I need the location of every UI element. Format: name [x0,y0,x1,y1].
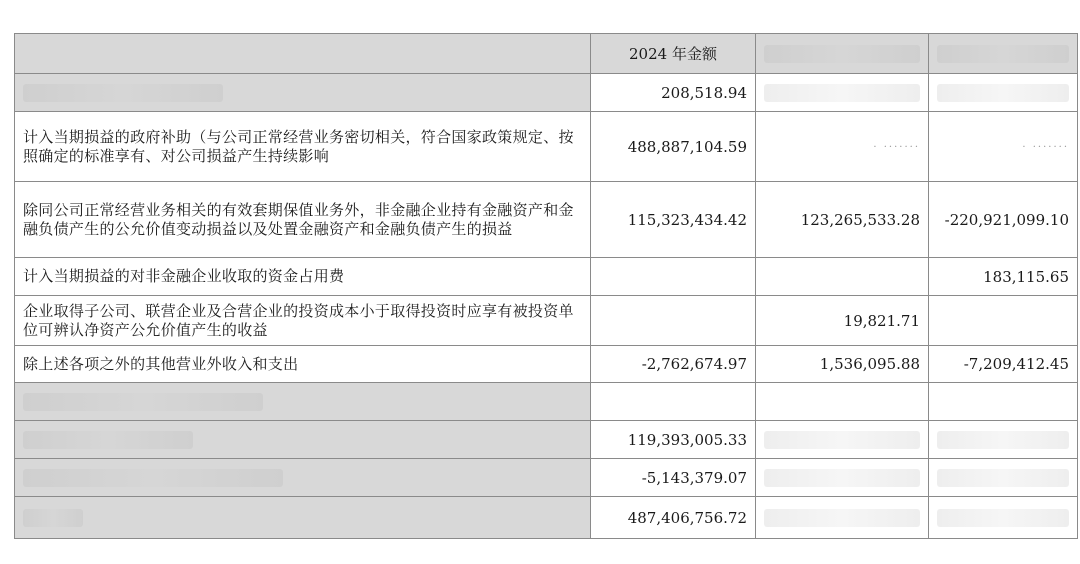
table-row [15,421,1078,459]
scrambled-value: · ······· [873,142,920,153]
row-value-2022 [929,112,1078,182]
non-recurring-gains-table [14,33,1078,539]
table-row [15,112,1078,182]
row-item-label: 计入当期损益的对非金融企业收取的资金占用费 [15,258,591,296]
row-value-2022 [929,296,1078,346]
row-value-2024: 115,323,434.42 [591,182,756,258]
row-value-2022 [929,421,1078,459]
row-value-2023: 1,536,095.88 [756,346,929,383]
row-item-label: 计入当期损益的政府补助（与公司正常经营业务密切相关，符合国家政策规定、按照确定的标准享有、对公司损益产生持续影响 [15,112,591,182]
table-row [15,459,1078,497]
row-value-2023 [756,258,929,296]
redacted-text [764,431,920,449]
row-value-2022 [929,383,1078,421]
header-2023-amount-redacted [756,34,929,74]
table-header-row [15,34,1078,74]
table-row [15,346,1078,383]
redacted-text [937,84,1069,102]
row-item-redacted [15,421,591,459]
row-value-2024 [591,383,756,421]
row-item-label: 企业取得子公司、联营企业及合营企业的投资成本小于取得投资时应享有被投资单位可辨认净资产公允价值产生的收益 [15,296,591,346]
table-row [15,74,1078,112]
header-item-cell [15,34,591,74]
redacted-text [23,509,83,527]
row-value-2022 [929,459,1078,497]
row-value-2024 [591,258,756,296]
row-value-2024: 119,393,005.33 [591,421,756,459]
redacted-text [764,45,920,63]
row-value-2024: -5,143,379.07 [591,459,756,497]
table-row [15,182,1078,258]
header-2022-amount-redacted [929,34,1078,74]
row-value-2024: 208,518.94 [591,74,756,112]
row-value-2022: 183,115.65 [929,258,1078,296]
redacted-text [937,45,1069,63]
scrambled-value: · ······· [1022,142,1069,153]
table-row [15,497,1078,539]
row-value-2023: 123,265,533.28 [756,182,929,258]
row-value-2023 [756,497,929,539]
row-value-2022 [929,497,1078,539]
header-2024-amount: 2024 年金额 [591,34,756,74]
row-value-2023 [756,74,929,112]
row-item-label: 除同公司正常经营业务相关的有效套期保值业务外，非金融企业持有金融资产和金融负债产生的公允价值变动损益以及处置金融资产和金融负债产生的损益 [15,182,591,258]
row-value-2024: 487,406,756.72 [591,497,756,539]
row-value-2023 [756,383,929,421]
row-item-label: 除上述各项之外的其他营业外收入和支出 [15,346,591,383]
table-row [15,383,1078,421]
redacted-text [764,509,920,527]
row-value-2023 [756,421,929,459]
row-item-redacted [15,459,591,497]
financial-table-container [14,33,1078,539]
redacted-text [764,84,920,102]
redacted-text [23,469,283,487]
redacted-text [937,469,1069,487]
redacted-text [937,431,1069,449]
row-value-2024: -2,762,674.97 [591,346,756,383]
row-value-2023 [756,459,929,497]
row-item-redacted [15,383,591,421]
row-value-2022: -220,921,099.10 [929,182,1078,258]
row-value-2023: 19,821.71 [756,296,929,346]
redacted-text [937,509,1069,527]
redacted-text [23,393,263,411]
row-value-2024 [591,296,756,346]
row-item-redacted [15,74,591,112]
row-value-2022 [929,74,1078,112]
table-row [15,296,1078,346]
redacted-text [23,84,223,102]
row-item-redacted [15,497,591,539]
redacted-text [23,431,193,449]
row-value-2022: -7,209,412.45 [929,346,1078,383]
row-value-2024: 488,887,104.59 [591,112,756,182]
row-value-2023 [756,112,929,182]
redacted-text [764,469,920,487]
table-row [15,258,1078,296]
